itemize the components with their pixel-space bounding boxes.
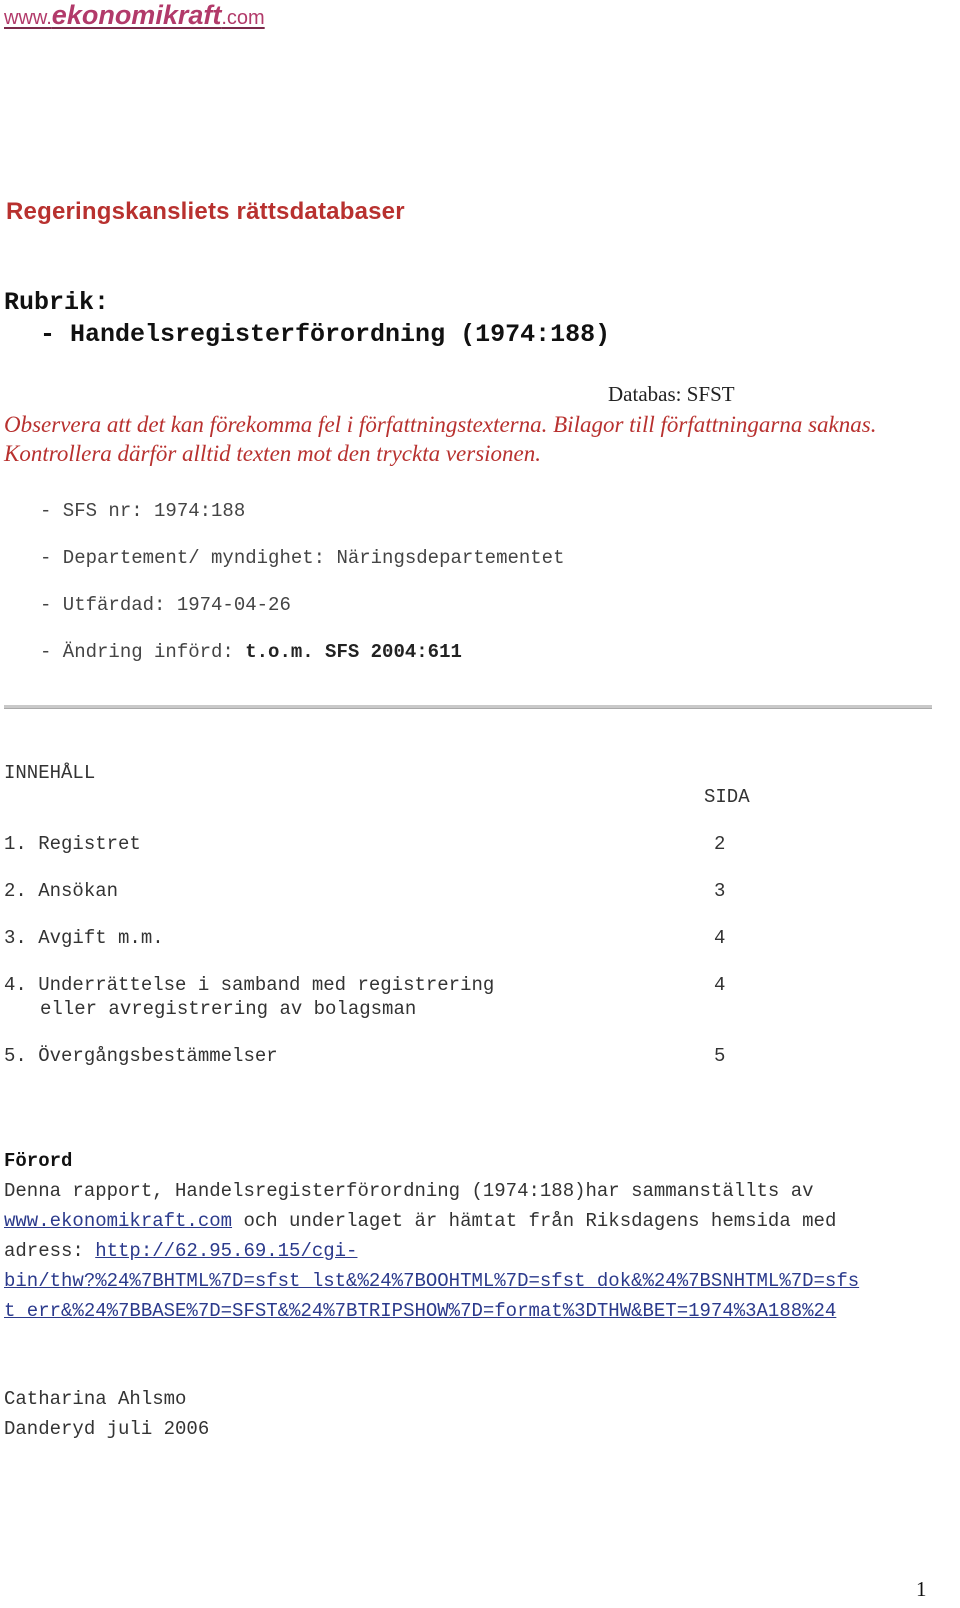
foreword-line-3 [4,1240,357,1262]
meta-sfs-nr: - SFS nr: 1974:188 [40,500,246,522]
address-label: adress: [4,1240,96,1262]
toc-item-label: 3. Avgift m.m. [4,927,164,949]
meta-change [40,641,462,663]
source-url-link[interactable]: http://62.95.69.15/cgi- [95,1240,358,1262]
toc-item-page: 5 [714,1045,726,1067]
toc-item-page: 3 [714,880,726,902]
site-link-prefix: www. [4,7,52,29]
document-title: - Handelsregisterförordning (1974:188) [40,320,611,349]
site-link-suffix: .com [221,7,265,29]
site-link-brand: ekonomikraft [51,0,222,30]
page-number: 1 [916,1577,927,1601]
toc-item-page: 4 [714,974,726,996]
toc-item-page: 2 [714,833,726,855]
toc-item-label: 4. Underrättelse i samband med registrering [4,974,495,996]
foreword-line-1: Denna rapport, Handelsregisterförordning (1974:188)har sammanställts av [4,1180,814,1202]
meta-department: - Departement/ myndighet: Näringsdepartementet [40,547,565,569]
foreword-line-2-text: och underlaget är hämtat från Riksdagens hemsida med [232,1210,837,1232]
database-name: Databas: SFST [608,382,735,406]
toc-page-heading: SIDA [704,786,750,808]
toc-item-label: 1. Registret [4,833,141,855]
rubrik-label: Rubrik: [4,288,110,317]
toc-heading: INNEHÅLL [4,762,96,784]
site-header-link[interactable] [4,0,265,31]
toc-item-page: 4 [714,927,726,949]
warning-notice: Observera att det kan förekomma fel i författningstexterna. Bilagor till författningarna saknas. Kontrollera därför alltid texten mot den tryckta versionen. [4,412,877,466]
author-name: Catharina Ahlsmo [4,1388,187,1410]
toc-item-label: 2. Ansökan [4,880,119,902]
source-url-link[interactable]: bin/thw?%24%7BHTML%7D=sfst_lst&%24%7BOOHTML%7D=sfst_dok&%24%7BSNHTML%7D=sfs [4,1270,860,1292]
database-banner: Regeringskansliets rättsdatabaser [6,198,405,225]
toc-item-label: 5. Övergångsbestämmelser [4,1045,278,1067]
foreword-line-2 [4,1210,836,1232]
section-divider [4,705,932,709]
source-url-link[interactable]: t_err&%24%7BBASE%7D=SFST&%24%7BTRIPSHOW%7D=format%3DTHW&BET=1974%3A188%24 [4,1300,837,1322]
toc-item-continuation: eller avregistrering av bolagsman [40,998,417,1020]
ekonomikraft-link[interactable]: www.ekonomikraft.com [4,1210,233,1232]
meta-change-label: - Ändring införd: [40,641,246,663]
foreword-heading: Förord [4,1150,73,1172]
place-date: Danderyd juli 2006 [4,1418,210,1440]
meta-issued: - Utfärdad: 1974-04-26 [40,594,291,616]
meta-change-value: t.o.m. SFS 2004:611 [245,641,462,663]
